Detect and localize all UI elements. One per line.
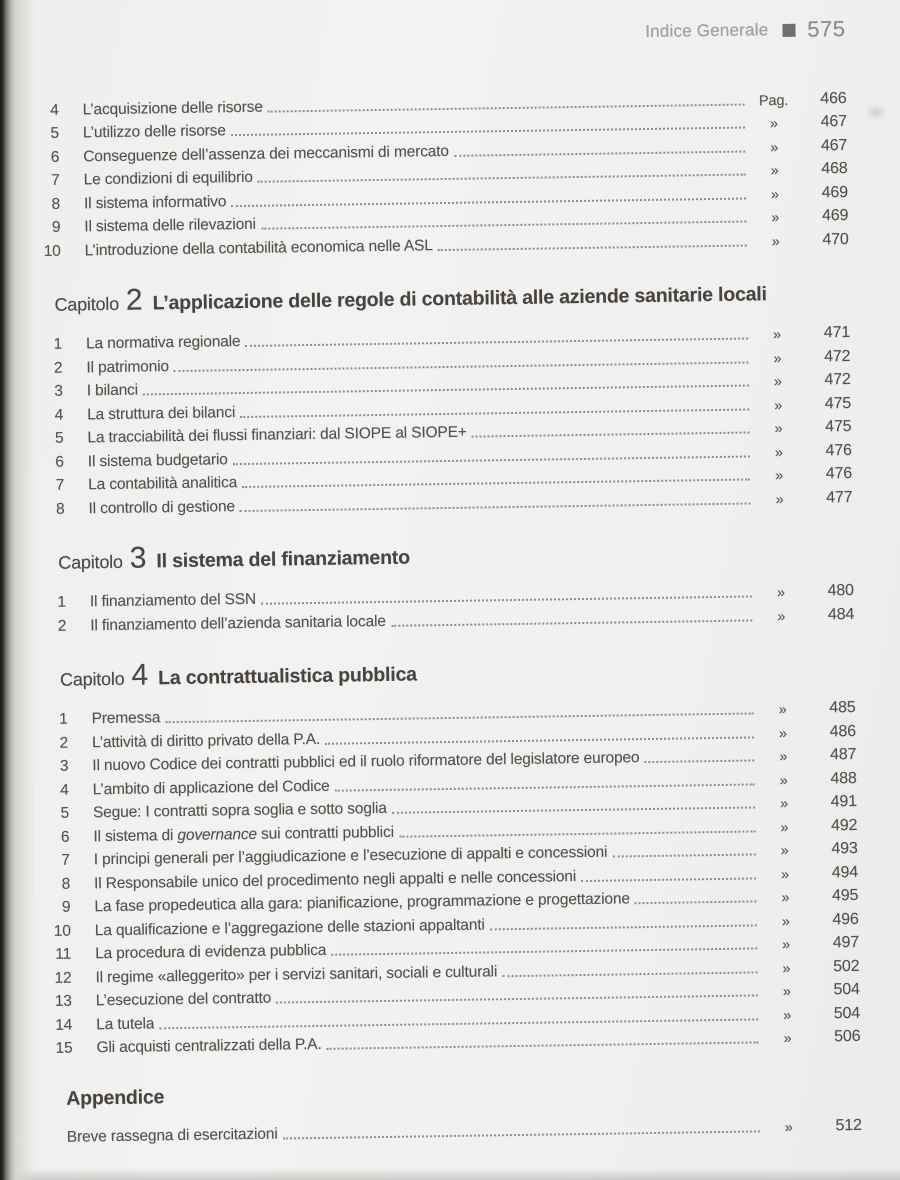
page-mark: » — [777, 608, 786, 625]
page-mark: » — [782, 936, 791, 954]
row-number: 9 — [51, 218, 61, 236]
page-mark: » — [783, 1030, 792, 1048]
row-number: 13 — [54, 992, 72, 1010]
page-mark: » — [782, 983, 791, 1001]
dot-leader — [454, 150, 745, 156]
page-mark: » — [776, 584, 785, 602]
row-number: 7 — [61, 851, 70, 869]
page-number: 488 — [830, 769, 857, 787]
row-number: 1 — [53, 335, 63, 353]
dot-leader — [391, 619, 752, 626]
page-bottom-shadow — [0, 1168, 900, 1180]
row-number: 15 — [55, 1039, 73, 1057]
row-title: La fase propedeutica alla gara: pianificazione, programmazione e progettazione — [94, 890, 630, 916]
page-number: 512 — [835, 1116, 862, 1134]
page-mark: » — [779, 795, 789, 813]
scan-smudge — [869, 108, 883, 117]
page-number: 477 — [826, 488, 853, 506]
row-number: 7 — [55, 476, 65, 494]
page-content — [33, 16, 862, 1146]
dot-leader — [240, 502, 751, 512]
row-title: L’attività di diritto privato della P.A. — [91, 730, 321, 751]
row-number: 3 — [54, 382, 63, 400]
row-title-italic: governance — [177, 825, 258, 844]
page-number: 487 — [829, 745, 857, 764]
page-mark: » — [770, 139, 779, 156]
row-title: Il nuovo Codice dei contratti pubblici ed il ruolo riformatore del legislatore europeo — [92, 749, 640, 775]
page-number: 485 — [829, 698, 856, 717]
row-title: La struttura dei bilanci — [87, 403, 236, 423]
row-number: 1 — [57, 593, 67, 611]
filled-square-icon — [782, 23, 795, 36]
chapter-heading — [41, 527, 854, 584]
row-title: L’acquisizione delle risorse — [82, 98, 263, 118]
row-title: Breve rassegna di esercitazioni — [66, 1125, 278, 1146]
page-mark: » — [781, 889, 790, 907]
row-title: I bilanci — [86, 381, 139, 400]
page-number: 475 — [825, 417, 852, 436]
page-number: 495 — [831, 886, 859, 905]
dot-leader — [438, 244, 747, 251]
page-mark: » — [775, 491, 784, 508]
page-number: 471 — [823, 323, 851, 342]
row-title: Le condizioni di equilibrio — [83, 168, 253, 189]
header-title: Indice Generale — [645, 20, 769, 41]
page-number: 476 — [825, 464, 853, 483]
row-number: 8 — [61, 875, 71, 893]
page-number: 506 — [834, 1027, 861, 1046]
page-header — [33, 16, 845, 54]
row-title: La tutela — [96, 1014, 155, 1033]
page-number: 476 — [825, 441, 852, 459]
page-number: 491 — [830, 792, 858, 811]
page-number: 467 — [820, 113, 848, 131]
page-mark: » — [773, 374, 782, 391]
row-number: 8 — [51, 195, 61, 213]
row-title: I principi generali per l’aggiudicazione e l’esecuzione di appalti e concessioni — [93, 843, 608, 869]
page-mark: » — [780, 842, 789, 860]
page-number: 469 — [821, 183, 849, 201]
row-title: L’utilizzo delle risorse — [82, 122, 226, 142]
row-number: 9 — [61, 898, 71, 916]
row-number: 10 — [43, 242, 61, 260]
dot-leader — [581, 877, 756, 882]
page-mark: » — [771, 233, 780, 250]
page-number: 480 — [827, 581, 854, 600]
page-number: 468 — [821, 160, 848, 178]
row-title: Il finanziamento del SSN — [89, 590, 257, 611]
row-title: Il patrimonio — [86, 357, 170, 376]
chapter-label: Capitolo — [59, 668, 125, 690]
book-binding-shadow — [0, 0, 36, 1180]
dot-leader — [472, 431, 750, 437]
row-title: Il sistema budgetario — [87, 450, 228, 470]
page-mark: » — [780, 819, 789, 836]
appendix-section — [49, 1067, 862, 1147]
row-title: Conseguenze dell’assenza dei meccanismi di mercato — [83, 142, 449, 165]
dot-leader — [502, 971, 757, 977]
dot-leader — [283, 1130, 760, 1139]
row-title: Premessa — [91, 709, 161, 728]
row-title: L’introduzione della contabilità economica nelle ASL — [84, 236, 433, 259]
chapter-number: 3 — [129, 540, 147, 575]
row-number: 3 — [59, 757, 69, 775]
page-number: 486 — [829, 722, 857, 740]
page-number: 484 — [827, 605, 855, 623]
row-title: La contabilità analitica — [88, 474, 238, 494]
page-mark: » — [778, 701, 787, 719]
page-mark: » — [784, 1119, 793, 1136]
row-number: 2 — [57, 617, 67, 635]
chapter-heading — [43, 644, 856, 701]
page-mark: » — [779, 748, 788, 766]
row-number: 2 — [53, 359, 63, 377]
table-of-contents — [34, 84, 861, 1146]
row-number: 6 — [60, 828, 70, 846]
row-title: Il regime «alleggerito» per i servizi sanitari, sociali e culturali — [95, 962, 498, 986]
page-mark: » — [778, 725, 788, 742]
page-mark: » — [781, 913, 790, 930]
page-number: 470 — [822, 230, 849, 248]
dot-leader — [490, 924, 757, 930]
row-number: 4 — [54, 406, 64, 424]
row-number: 11 — [55, 945, 72, 963]
row-number: 10 — [53, 922, 71, 940]
page-mark: » — [769, 116, 778, 133]
page-mark: » — [770, 186, 780, 203]
chapter-section — [41, 527, 854, 635]
page-number: 493 — [831, 839, 858, 858]
page-number: 504 — [833, 1004, 861, 1022]
row-title: La tracciabilità dei flussi finanziari: dal SIOPE al SIOPE+ — [87, 423, 467, 447]
page-mark: » — [783, 1007, 792, 1024]
page-mark: » — [780, 866, 790, 883]
toc-section — [34, 84, 848, 261]
chapter-number: 2 — [125, 282, 143, 317]
page-number: 497 — [832, 933, 860, 952]
row-title: Il Responsabile unico del procedimento negli appalti e nelle concessioni — [93, 867, 577, 892]
page-mark: » — [774, 397, 783, 414]
row-number: 1 — [59, 710, 68, 728]
page-mark: » — [773, 350, 782, 367]
row-number: 12 — [54, 969, 72, 987]
page-mark: » — [774, 421, 783, 438]
page-mark: » — [770, 163, 779, 180]
chapter-section — [43, 644, 861, 1058]
page-number: 475 — [824, 394, 852, 412]
row-number: 5 — [50, 124, 60, 142]
chapter-number: 4 — [131, 657, 149, 692]
page-number: 469 — [821, 207, 849, 225]
chapter-title: L’applicazione delle regole di contabilità alle aziende sanitarie locali — [152, 282, 767, 314]
row-title: L’ambito di applicazione del Codice — [92, 777, 330, 798]
row-number: 2 — [59, 734, 69, 752]
dot-leader — [635, 900, 757, 904]
chapter-label: Capitolo — [58, 551, 123, 573]
row-title: Il controllo di gestione — [88, 497, 235, 517]
appendix-heading: Appendice — [66, 1086, 165, 1110]
page-mark: » — [774, 444, 783, 461]
row-number: 5 — [60, 804, 70, 822]
dot-leader — [644, 759, 754, 763]
chapter-title: Il sistema del finanziamento — [156, 546, 410, 572]
row-title: L’esecuzione del contratto — [95, 989, 272, 1010]
row-title: La normativa regionale — [85, 333, 241, 353]
header-page-number: 575 — [807, 16, 846, 42]
chapter-section — [37, 269, 852, 518]
row-title-part: sui contratti pubblici — [256, 823, 395, 843]
row-number: 4 — [50, 101, 59, 119]
row-title: Il finanziamento dell’azienda sanitaria locale — [90, 612, 386, 634]
page-mark: » — [771, 210, 780, 227]
row-title: Il sistema informativo — [83, 192, 227, 212]
page-number: 472 — [824, 370, 851, 389]
page-number: 502 — [833, 957, 860, 975]
dot-leader — [327, 1041, 759, 1049]
page-number: 494 — [831, 863, 859, 881]
page-number: 472 — [823, 347, 851, 365]
page-mark: » — [772, 327, 782, 344]
row-title: Segue: I contratti sopra soglia e sotto soglia — [92, 799, 387, 822]
row-number: 8 — [55, 500, 65, 518]
chapter-heading — [37, 269, 850, 326]
row-number: 5 — [54, 429, 64, 447]
page-number: 492 — [830, 816, 858, 834]
chapter-title: La contrattualistica pubblica — [158, 662, 417, 689]
row-number: 6 — [55, 453, 64, 471]
page-mark: » — [782, 960, 791, 977]
chapter-label: Capitolo — [54, 293, 120, 315]
page-number: 504 — [833, 980, 860, 999]
row-number: 6 — [50, 148, 60, 166]
dot-leader — [612, 853, 755, 857]
row-number: 14 — [55, 1016, 73, 1034]
page-mark: Pag. — [758, 92, 789, 109]
page-mark: » — [775, 468, 784, 485]
page-number: 466 — [820, 89, 847, 107]
page-number: 496 — [832, 910, 859, 928]
row-title: Il sistema delle rilevazioni — [84, 215, 257, 236]
row-title-part: Il sistema di — [93, 826, 178, 845]
page-number: 467 — [820, 136, 848, 154]
row-title: La qualificazione e l’aggregazione delle stazioni appaltanti — [94, 915, 485, 939]
row-title: Gli acquisti centralizzati della P.A. — [96, 1035, 322, 1057]
row-number: 4 — [60, 781, 69, 799]
page-mark: » — [779, 772, 788, 789]
row-title: La procedura di evidenza pubblica — [95, 941, 327, 963]
row-number: 7 — [51, 171, 60, 189]
